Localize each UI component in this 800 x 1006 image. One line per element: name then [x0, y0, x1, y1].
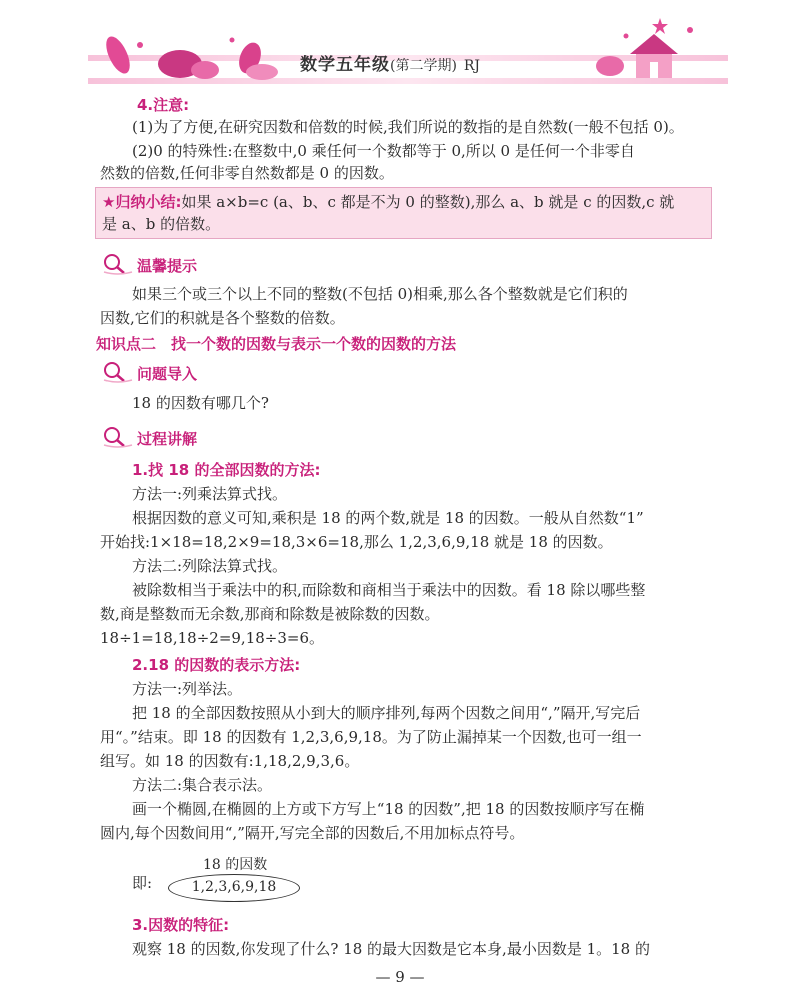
page-header — [0, 0, 800, 90]
knowledge-point-2-title: 知识点二 找一个数的因数与表示一个数的因数的方法 — [96, 335, 457, 353]
book-subtitle: (第二学期) — [390, 58, 457, 74]
method-2-line-2: 数,商是整数而无余数,那商和除数是被除数的因数。 — [100, 605, 440, 623]
process-heading-1: 1.找 18 的全部因数的方法: — [132, 461, 321, 479]
header-title — [300, 50, 480, 75]
method-1-line-1: 根据因数的意义可知,乘积是 18 的两个数,就是 18 的因数。一般从自然数“1” — [132, 509, 644, 527]
representation-2-title: 方法二:集合表示法。 — [132, 776, 273, 794]
process-label: 过程讲解 — [137, 430, 198, 448]
book-title: 数学五年级 — [300, 55, 390, 75]
note-2-line-2: 然数的倍数,任何非零自然数都是 0 的因数。 — [100, 164, 394, 182]
method-2-line-1: 被除数相当于乘法中的积,而除数和商相当于乘法中的因数。看 18 除以哪些整 — [132, 581, 646, 599]
magnifier-icon — [100, 252, 134, 276]
set-values: 1,2,3,6,9,18 — [191, 879, 277, 895]
summary-text-1: 如果 a×b=c (a、b、c 都是不为 0 的整数),那么 a、b 就是 c 的因数,c 就 — [181, 193, 675, 211]
representation-2-line-1: 画一个椭圆,在椭圆的上方或下方写上“18 的因数”,把 18 的因数按顺序写在椭 — [132, 800, 645, 818]
tip-line-2: 因数,它们的积就是各个整数的倍数。 — [100, 309, 345, 327]
intro-label: 问题导入 — [137, 365, 198, 383]
set-label: 18 的因数 — [203, 857, 268, 873]
note-2-line-1: (2)0 的特殊性:在整数中,0 乘任何一个数都等于 0,所以 0 是任何一个非零自 — [132, 142, 635, 160]
tip-line-1: 如果三个或三个以上不同的整数(不包括 0)相乘,那么各个整数就是它们积的 — [132, 285, 628, 303]
process-heading-2: 2.18 的因数的表示方法: — [132, 656, 301, 674]
summary-label: ★归纳小结: — [102, 193, 182, 211]
representation-1-title: 方法一:列举法。 — [132, 680, 243, 698]
ji-label: 即: — [132, 874, 153, 892]
magnifier-icon — [100, 360, 134, 384]
representation-1-line-2: 用“。”结束。即 18 的因数有 1,2,3,6,9,18。为了防止漏掉某一个因数,也可一组一 — [100, 728, 642, 746]
process-heading-3: 3.因数的特征: — [132, 916, 230, 934]
book-edition: RJ — [463, 58, 481, 74]
representation-2-line-2: 圆内,每个因数间用“,”隔开,写完全部的因数后,不用加标点符号。 — [100, 824, 525, 842]
tip-label: 温馨提示 — [137, 257, 198, 275]
note-1: (1)为了方便,在研究因数和倍数的时候,我们所说的数指的是自然数(一般不包括 0)。 — [132, 118, 684, 136]
page-number: — 9 — — [375, 968, 425, 986]
method-2-title: 方法二:列除法算式找。 — [132, 557, 288, 575]
intro-question: 18 的因数有哪几个? — [132, 394, 269, 412]
representation-1-line-3: 组写。如 18 的因数有:1,18,2,9,3,6。 — [100, 752, 360, 770]
header-decoration — [0, 0, 800, 90]
set-ellipse — [168, 874, 300, 902]
method-1-line-2: 开始找:1×18=18,2×9=18,3×6=18,那么 1,2,3,6,9,18 就是 18 的因数。 — [100, 533, 613, 551]
feature-line-1: 观察 18 的因数,你发现了什么? 18 的最大因数是它本身,最小因数是 1。18 的 — [132, 940, 650, 958]
summary-box — [95, 187, 712, 239]
summary-text-2: 是 a、b 的倍数。 — [102, 215, 221, 233]
section-4-heading: 4.注意: — [137, 96, 190, 114]
magnifier-icon — [100, 425, 134, 449]
method-1-title: 方法一:列乘法算式找。 — [132, 485, 288, 503]
method-2-line-3: 18÷1=18,18÷2=9,18÷3=6。 — [100, 629, 325, 647]
summary-line-1 — [102, 192, 674, 212]
representation-1-line-1: 把 18 的全部因数按照从小到大的顺序排列,每两个因数之间用“,”隔开,写完后 — [132, 704, 641, 722]
